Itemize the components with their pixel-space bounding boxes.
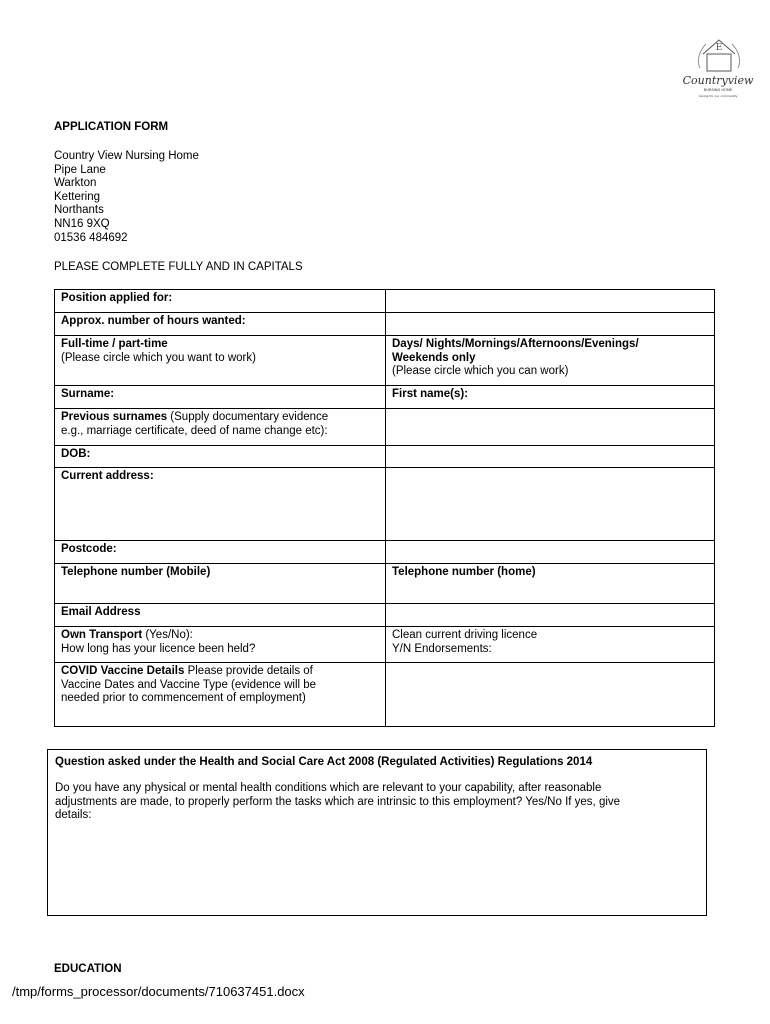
previous-surnames-label: Previous surnames bbox=[61, 411, 168, 423]
transport-cell[interactable] bbox=[55, 627, 386, 663]
transport-note: (Yes/No): bbox=[142, 629, 193, 641]
licence-cell[interactable] bbox=[386, 627, 715, 663]
company-logo bbox=[676, 24, 760, 102]
surname-field[interactable]: Surname: bbox=[55, 386, 386, 409]
transport-label: Own Transport bbox=[61, 629, 143, 641]
previous-surnames-field[interactable] bbox=[386, 409, 715, 446]
covid-cell bbox=[55, 663, 386, 727]
svg-text:Caring for our community: Caring for our community bbox=[698, 94, 738, 98]
availability-options-cont: Weekends only bbox=[392, 351, 476, 364]
covid-note-2: Vaccine Dates and Vaccine Type (evidence will be bbox=[61, 678, 317, 691]
endorsements-label: Y/N Endorsements: bbox=[392, 642, 492, 655]
email-label: Email Address bbox=[55, 604, 386, 627]
health-question-line: Do you have any physical or mental health conditions which are relevant to your capability, after reasonable bbox=[55, 782, 602, 794]
current-address-label: Current address: bbox=[55, 468, 386, 541]
covid-field[interactable] bbox=[386, 663, 715, 727]
address-line: Country View Nursing Home bbox=[54, 150, 199, 162]
house-logo-icon bbox=[676, 24, 760, 102]
hours-field[interactable] bbox=[386, 313, 715, 336]
address-line: NN16 9XQ bbox=[54, 217, 110, 230]
application-table bbox=[54, 289, 715, 727]
form-title: APPLICATION FORM bbox=[54, 121, 169, 133]
hours-label: Approx. number of hours wanted: bbox=[55, 313, 386, 336]
availability-cell[interactable] bbox=[386, 336, 715, 386]
first-name-field[interactable]: First name(s): bbox=[386, 386, 715, 409]
home-phone-field[interactable]: Telephone number (home) bbox=[386, 564, 715, 604]
work-type-label: Full-time / part-time bbox=[61, 338, 168, 350]
postcode-label: Postcode: bbox=[55, 541, 386, 564]
address-block bbox=[54, 150, 199, 245]
health-question-box[interactable] bbox=[47, 749, 707, 916]
position-field[interactable] bbox=[386, 290, 715, 313]
position-label: Position applied for: bbox=[55, 290, 386, 313]
clean-licence-label: Clean current driving licence bbox=[392, 629, 538, 641]
availability-note: (Please circle which you can work) bbox=[392, 365, 569, 377]
health-question-title: Question asked under the Health and Social Care Act 2008 (Regulated Activities) Regulations 2014 bbox=[55, 756, 593, 768]
previous-surnames-cell bbox=[55, 409, 386, 446]
dob-label: DOB: bbox=[55, 446, 386, 468]
education-heading: EDUCATION bbox=[54, 963, 122, 975]
work-type-cell[interactable] bbox=[55, 336, 386, 386]
health-question-line: adjustments are made, to properly perform the tasks which are intrinsic to this employment? Yes/No If yes, give bbox=[55, 795, 621, 808]
work-type-note: (Please circle which you want to work) bbox=[61, 351, 256, 364]
phone-line: 01536 484692 bbox=[54, 231, 128, 244]
covid-note: Please provide details of bbox=[184, 665, 313, 677]
health-question-line: details: bbox=[55, 809, 92, 822]
health-question-text bbox=[55, 782, 699, 823]
covid-label: COVID Vaccine Details bbox=[61, 665, 185, 677]
dob-field[interactable] bbox=[386, 446, 715, 468]
current-address-field[interactable] bbox=[386, 468, 715, 541]
availability-options: Days/ Nights/Mornings/Afternoons/Evenings/ bbox=[392, 338, 639, 350]
previous-surnames-note-2: e.g., marriage certificate, deed of name change etc): bbox=[61, 424, 328, 437]
address-line: Northants bbox=[54, 204, 104, 217]
footer-file-path: /tmp/forms_processor/documents/710637451.docx bbox=[12, 984, 305, 999]
postcode-field[interactable] bbox=[386, 541, 715, 564]
instruction-text: PLEASE COMPLETE FULLY AND IN CAPITALS bbox=[54, 261, 303, 273]
svg-text:NURSING HOME: NURSING HOME bbox=[703, 88, 733, 92]
address-line: Kettering bbox=[54, 190, 101, 203]
address-line: Pipe Lane bbox=[54, 163, 106, 176]
licence-held-label: How long has your licence been held? bbox=[61, 642, 256, 655]
covid-note-3: needed prior to commencement of employment) bbox=[61, 692, 306, 704]
address-line: Warkton bbox=[54, 177, 97, 190]
svg-text:E: E bbox=[715, 43, 723, 53]
mobile-phone-field[interactable]: Telephone number (Mobile) bbox=[55, 564, 386, 604]
email-field[interactable] bbox=[386, 604, 715, 627]
previous-surnames-note: (Supply documentary evidence bbox=[167, 411, 329, 423]
svg-text:Countryview: Countryview bbox=[682, 74, 754, 87]
